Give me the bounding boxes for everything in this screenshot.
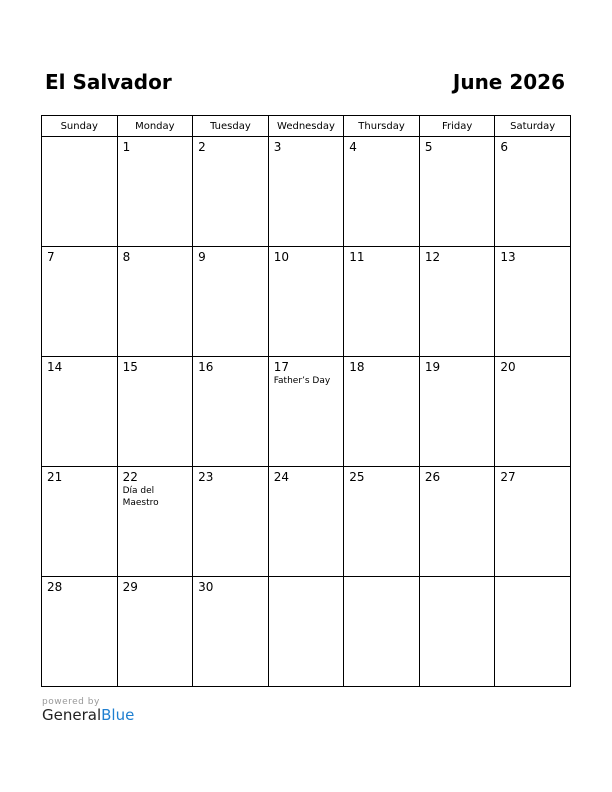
day-number: 15	[122, 360, 138, 374]
day-number: 10	[273, 250, 289, 264]
day-cell	[495, 577, 571, 687]
day-cell	[193, 357, 269, 467]
day-cell	[344, 357, 420, 467]
weekday-header: Friday	[419, 116, 495, 137]
day-cell	[42, 357, 118, 467]
day-number: 23	[198, 470, 214, 484]
brand-part1: General	[42, 706, 102, 724]
day-number: 14	[47, 360, 63, 374]
day-cell	[268, 137, 344, 247]
day-cell	[495, 467, 571, 577]
day-number: 18	[349, 360, 365, 374]
day-number: 22	[122, 470, 138, 484]
day-number: 26	[424, 470, 441, 484]
day-number: 12	[424, 250, 441, 264]
day-number: 19	[424, 360, 441, 374]
day-cell	[117, 137, 193, 247]
weekday-header-row	[42, 116, 571, 137]
day-cell	[193, 467, 269, 577]
day-cell	[193, 577, 269, 687]
day-cell	[419, 137, 495, 247]
day-number: 9	[198, 250, 206, 264]
day-cell	[495, 247, 571, 357]
day-cell	[42, 137, 118, 247]
day-cell	[344, 247, 420, 357]
week-row	[42, 357, 571, 467]
day-number: 28	[47, 580, 63, 594]
day-cell	[268, 357, 344, 467]
day-number: 29	[122, 580, 138, 594]
day-number: 21	[47, 470, 63, 484]
day-cell	[117, 467, 193, 577]
day-number: 2	[198, 140, 206, 154]
day-cell	[495, 137, 571, 247]
day-number: 17	[273, 360, 289, 374]
weekday-header: Sunday	[42, 116, 118, 137]
day-cell	[193, 137, 269, 247]
day-cell	[419, 247, 495, 357]
day-cell	[42, 247, 118, 357]
weekday-header: Wednesday	[268, 116, 344, 137]
holiday-label: Día del Maestro	[122, 486, 159, 508]
holiday-label: Father’s Day	[273, 376, 331, 386]
week-row	[42, 247, 571, 357]
day-cell	[268, 467, 344, 577]
day-number: 3	[273, 140, 282, 154]
day-number: 4	[349, 140, 357, 154]
day-cell	[117, 357, 193, 467]
day-number: 30	[198, 580, 214, 594]
generalblue-logo[interactable]	[42, 706, 134, 724]
day-number: 7	[47, 250, 55, 264]
brand-part2: Blue	[101, 706, 135, 724]
weekday-header: Saturday	[495, 116, 571, 137]
day-number: 5	[424, 140, 433, 154]
day-number: 13	[500, 250, 516, 264]
day-cell	[117, 247, 193, 357]
day-cell	[193, 247, 269, 357]
day-number: 16	[198, 360, 214, 374]
day-number: 27	[500, 470, 516, 484]
week-row	[42, 577, 571, 687]
day-number: 8	[122, 250, 131, 264]
day-number: 25	[349, 470, 365, 484]
day-cell	[495, 357, 571, 467]
day-cell	[268, 577, 344, 687]
day-cell	[42, 577, 118, 687]
day-number: 6	[500, 140, 509, 154]
day-cell	[117, 577, 193, 687]
day-number: 1	[122, 140, 131, 154]
weekday-header: Tuesday	[193, 116, 269, 137]
week-row	[42, 467, 571, 577]
footer	[42, 697, 134, 724]
weekday-header: Thursday	[344, 116, 420, 137]
weekday-header: Monday	[117, 116, 193, 137]
calendar-country-title: El Salvador	[45, 70, 172, 94]
calendar-month-title: June 2026	[452, 70, 565, 94]
day-cell	[419, 577, 495, 687]
day-number: 20	[500, 360, 516, 374]
day-cell	[344, 467, 420, 577]
day-cell	[419, 467, 495, 577]
powered-by-text: powered by	[42, 697, 100, 707]
day-number: 24	[273, 470, 289, 484]
day-number: 11	[349, 250, 365, 264]
day-cell	[419, 357, 495, 467]
calendar-grid	[41, 115, 571, 687]
day-cell	[344, 577, 420, 687]
week-row	[42, 137, 571, 247]
day-cell	[268, 247, 344, 357]
day-cell	[42, 467, 118, 577]
day-cell	[344, 137, 420, 247]
